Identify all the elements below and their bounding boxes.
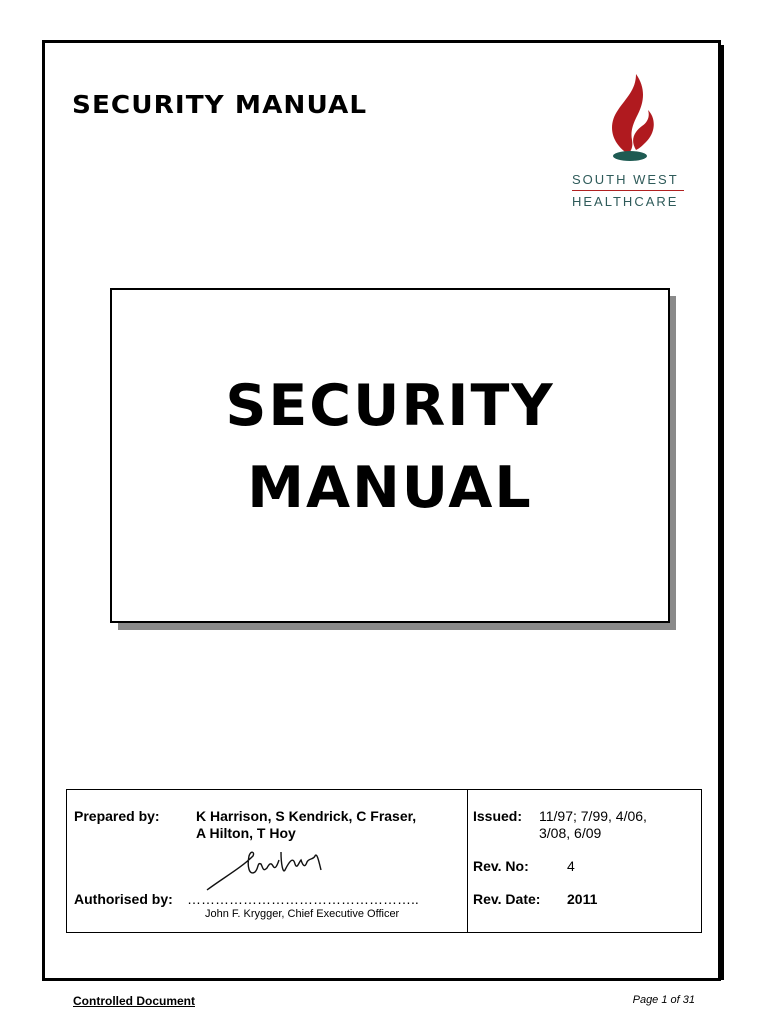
- document-info-table: [66, 789, 702, 933]
- rev-date-value: 2011: [567, 891, 598, 907]
- issued-dates-1: 11/97; 7/99, 4/06,: [539, 808, 647, 824]
- signature: [205, 842, 325, 894]
- title-line-1: SECURITY: [225, 373, 555, 439]
- page-title: SECURITY MANUAL: [72, 90, 368, 119]
- authorised-by-name: John F. Krygger, Chief Executive Officer: [205, 908, 400, 920]
- rev-no-label: Rev. No:: [473, 858, 529, 874]
- title-line-2: MANUAL: [247, 455, 533, 521]
- flame-icon: [600, 72, 660, 164]
- issued-label: Issued:: [473, 808, 523, 824]
- rev-no-value: 4: [567, 858, 575, 874]
- logo-text-line2: HEALTHCARE: [572, 194, 679, 209]
- title-box: [110, 288, 670, 623]
- rev-date-label: Rev. Date:: [473, 891, 541, 907]
- footer-page-number: Page 1 of 31: [632, 994, 695, 1006]
- footer-controlled-document: Controlled Document: [73, 994, 195, 1008]
- logo-divider: [572, 190, 684, 191]
- prepared-by-label: Prepared by:: [74, 808, 160, 824]
- prepared-by-names-1: K Harrison, S Kendrick, C Fraser,: [196, 808, 417, 824]
- table-divider: [467, 790, 468, 932]
- authorised-by-label: Authorised by:: [74, 891, 173, 907]
- prepared-by-names-2: A Hilton, T Hoy: [196, 825, 296, 841]
- authorised-by-dots: …………………………………………..: [187, 891, 419, 907]
- logo-text-line1: SOUTH WEST: [572, 172, 679, 187]
- issued-dates-2: 3/08, 6/09: [539, 825, 602, 841]
